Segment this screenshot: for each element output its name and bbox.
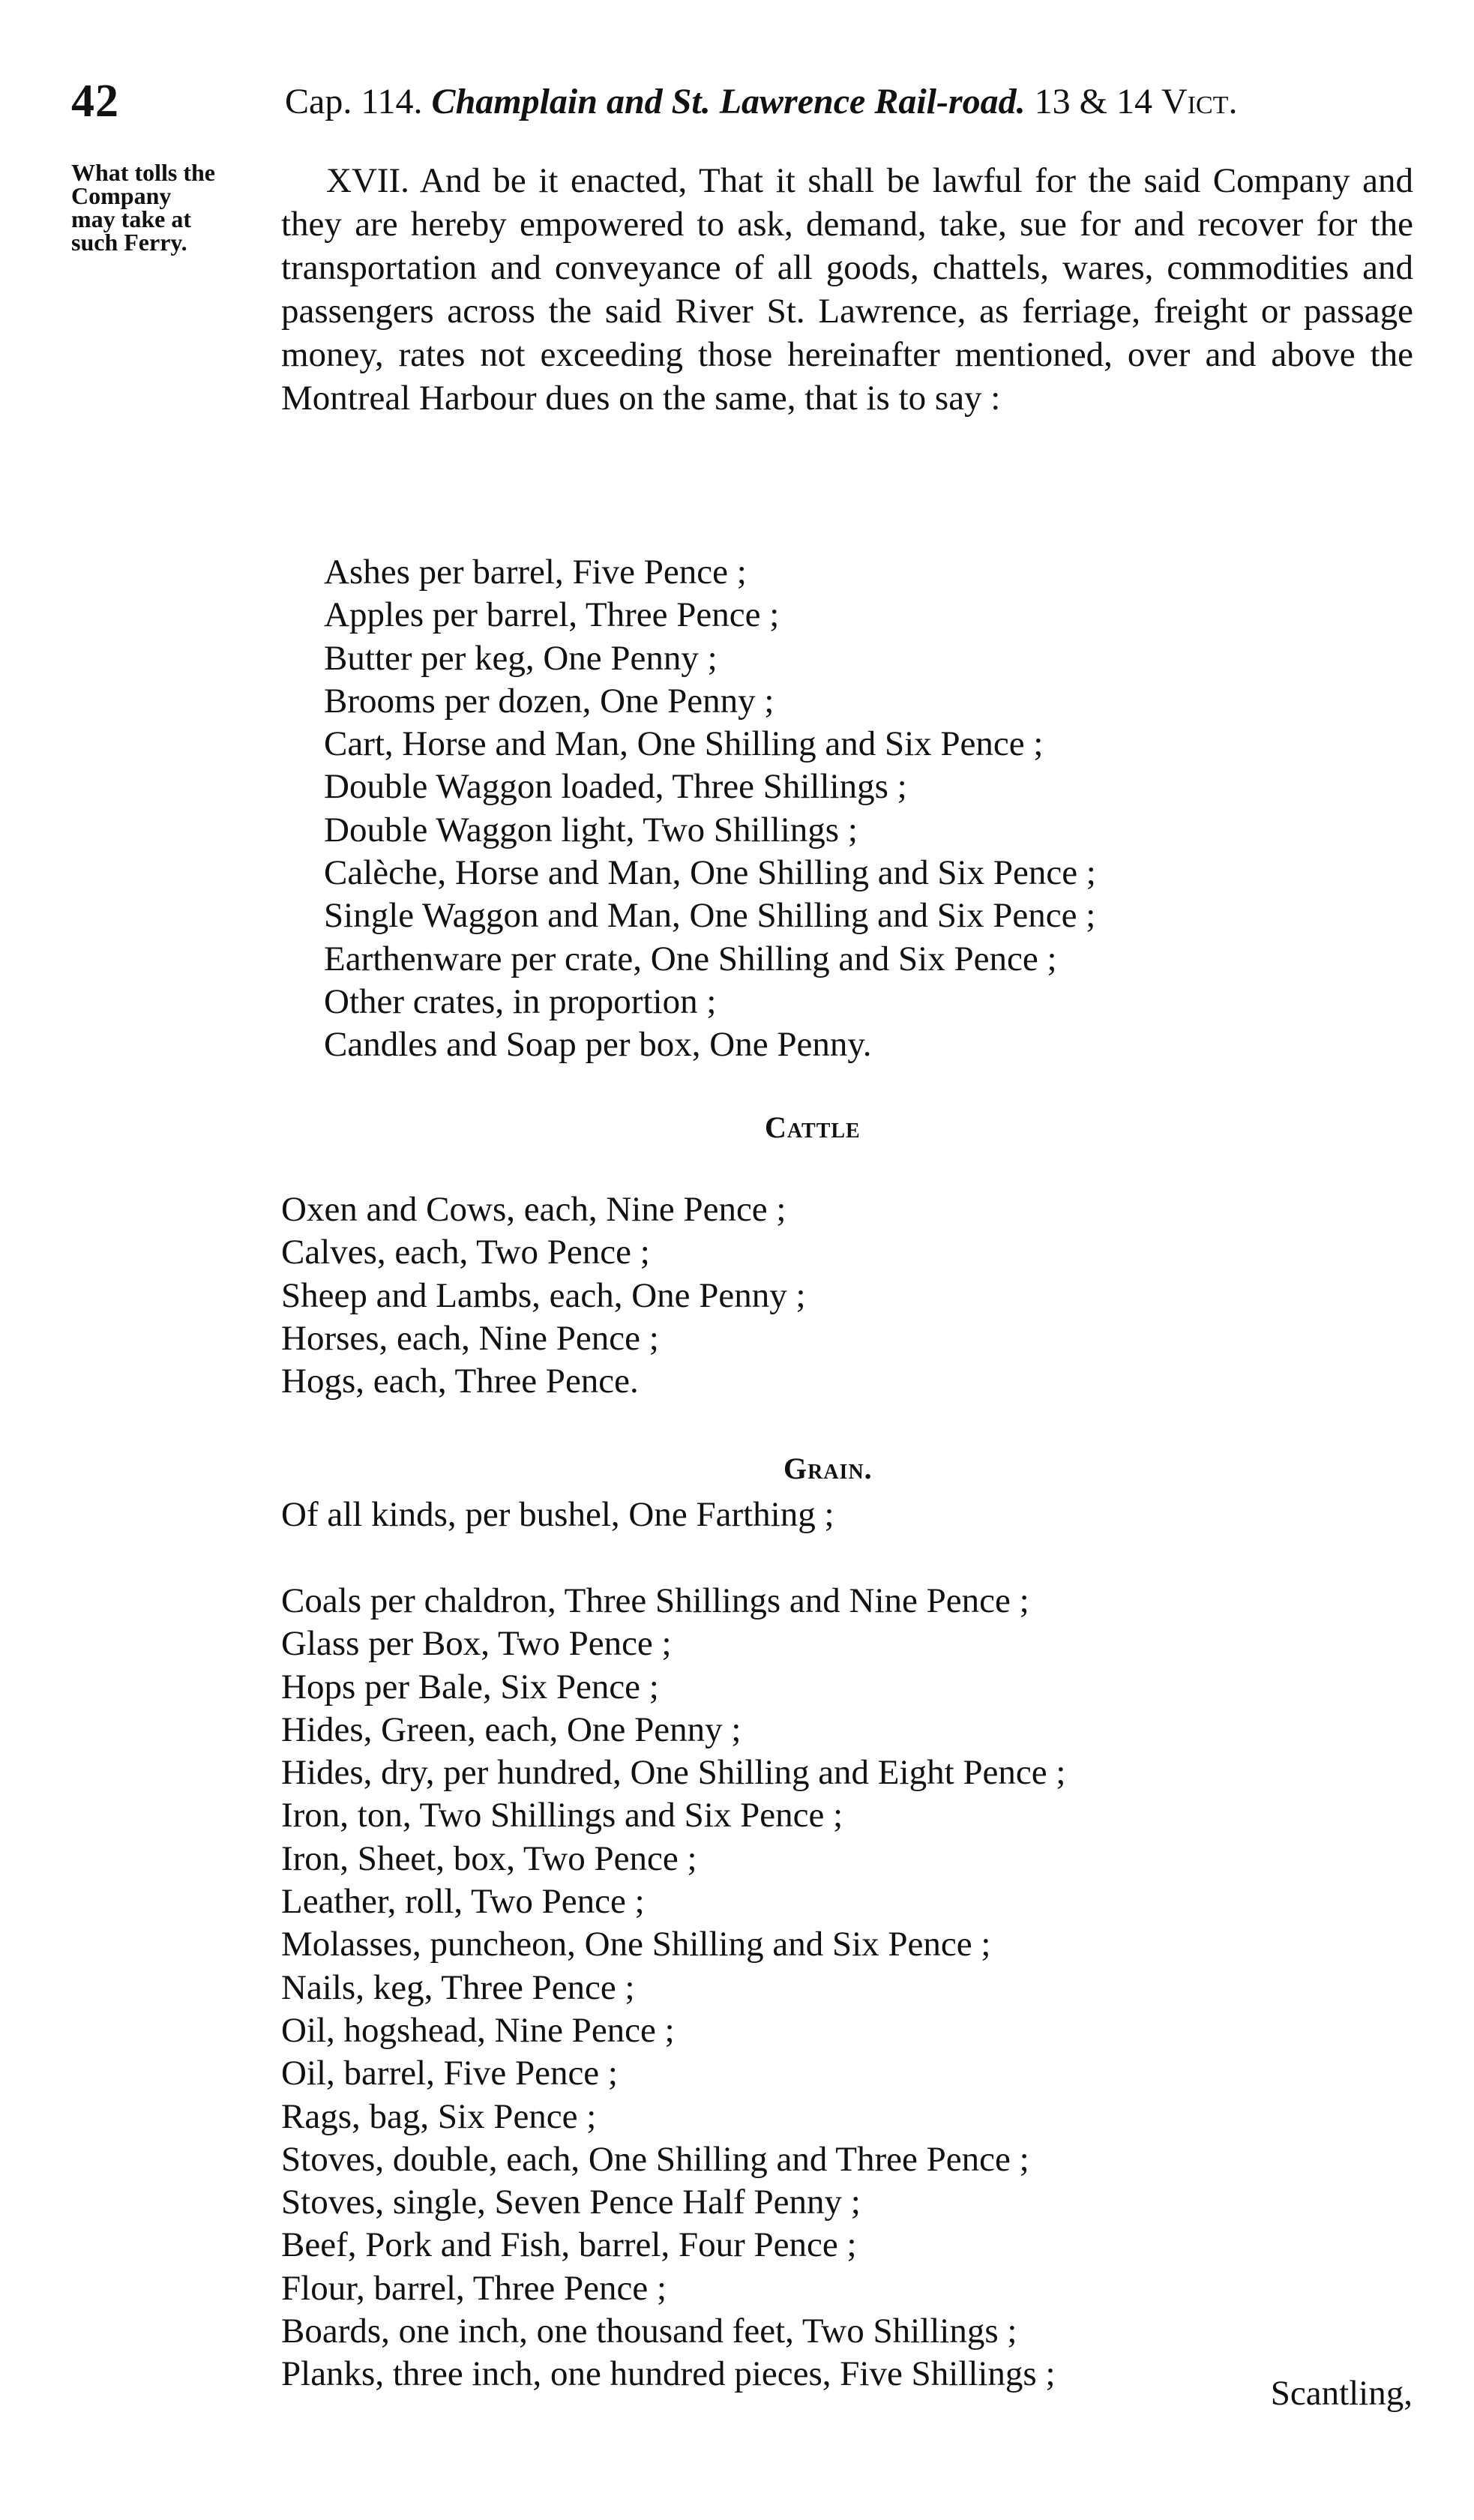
toll-item: Single Waggon and Man, One Shilling and Six Pence ; xyxy=(324,896,1096,936)
grain-toll: Of all kinds, per bushel, One Farthing ; xyxy=(281,1495,834,1534)
toll-item: Planks, three inch, one hundred pieces, Five Shillings ; xyxy=(281,2354,1056,2394)
cattle-heading: Cattle xyxy=(765,1110,861,1144)
toll-item: Hides, Green, each, One Penny ; xyxy=(281,1709,741,1749)
toll-item: Leather, roll, Two Pence ; xyxy=(281,1882,645,1922)
catchword: Scantling, xyxy=(1270,2374,1413,2413)
toll-item: Nails, keg, Three Pence ; xyxy=(281,1967,635,2007)
toll-item: Stoves, single, Seven Pence Half Penny ; xyxy=(281,2183,861,2222)
reign-abbreviation: Vict. xyxy=(1161,82,1238,121)
toll-item: Stoves, double, each, One Shilling and Three Pence ; xyxy=(281,2139,1029,2179)
toll-item: Apples per barrel, Three Pence ; xyxy=(324,595,780,635)
toll-item: Double Waggon light, Two Shillings ; xyxy=(324,810,858,849)
marginal-note-line: What tolls the xyxy=(71,159,215,186)
toll-item: Double Waggon loaded, Three Shillings ; xyxy=(324,767,907,807)
toll-item: Oil, barrel, Five Pence ; xyxy=(281,2054,618,2093)
section-xvii-text: XVII. And be it enacted, That it shall be lawful for the said Company and they are hereby empowered to ask, demand, take, sue for and recover for the transportation and conveyance of all goods, chattels, wares, commodities and passengers across the said River St. Lawrence, as ferriage, freight or passage money, rates not exceeding those hereinafter mentioned, over and above the Montreal Harbour dues on the same, that is to say : xyxy=(281,161,1413,418)
toll-item: Boards, one inch, one thousand feet, Two Shillings ; xyxy=(281,2312,1017,2351)
marginal-note-line: Company xyxy=(71,182,172,209)
general-tolls-list xyxy=(324,551,1096,1067)
toll-item: Cart, Horse and Man, One Shilling and Six Pence ; xyxy=(324,724,1044,764)
toll-item: Butter per keg, One Penny ; xyxy=(324,638,718,678)
toll-item: Rags, bag, Six Pence ; xyxy=(281,2096,597,2136)
toll-item: Sheep and Lambs, each, One Penny ; xyxy=(281,1275,806,1315)
toll-item: Calèche, Horse and Man, One Shilling and Six Pence ; xyxy=(324,853,1096,893)
toll-item: Calves, each, Two Pence ; xyxy=(281,1233,650,1272)
toll-item: Other crates, in proportion ; xyxy=(324,981,717,1021)
running-head xyxy=(285,81,1237,122)
page-header xyxy=(71,75,1413,135)
toll-item: Oxen and Cows, each, Nine Pence ; xyxy=(281,1190,786,1229)
toll-item: Hogs, each, Three Pence. xyxy=(281,1362,639,1401)
page-number: 42 xyxy=(71,76,119,127)
marginal-note xyxy=(71,161,274,254)
cattle-tolls-list xyxy=(281,1188,806,1403)
toll-item: Horses, each, Nine Pence ; xyxy=(281,1318,659,1358)
toll-item: Coals per chaldron, Three Shillings and Nine Pence ; xyxy=(281,1581,1029,1620)
marginal-note-line: may take at xyxy=(71,205,191,232)
marginal-note-line: such Ferry. xyxy=(71,229,187,256)
other-tolls-list xyxy=(281,1580,1065,2396)
toll-item: Iron, Sheet, box, Two Pence ; xyxy=(281,1838,697,1878)
toll-item: Glass per Box, Two Pence ; xyxy=(281,1624,672,1664)
toll-item: Hides, dry, per hundred, One Shilling and Eight Pence ; xyxy=(281,1753,1066,1793)
toll-item: Hops per Bale, Six Pence ; xyxy=(281,1667,659,1706)
toll-item: Earthenware per crate, One Shilling and Six Pence ; xyxy=(324,939,1057,978)
regnal-years: 13 & 14 xyxy=(1034,82,1153,121)
toll-item: Oil, hogshead, Nine Pence ; xyxy=(281,2010,675,2050)
grain-heading: Grain. xyxy=(783,1452,873,1485)
toll-item: Brooms per dozen, One Penny ; xyxy=(324,681,774,721)
toll-item: Flour, barrel, Three Pence ; xyxy=(281,2268,667,2308)
toll-item: Iron, ton, Two Shillings and Six Pence ; xyxy=(281,1796,843,1835)
toll-item: Candles and Soap per box, One Penny. xyxy=(324,1025,872,1065)
toll-item: Molasses, puncheon, One Shilling and Six Pence ; xyxy=(281,1925,991,1964)
toll-item: Ashes per barrel, Five Pence ; xyxy=(324,553,747,592)
act-title: Champlain and St. Lawrence Rail-road. xyxy=(431,82,1026,121)
chapter-reference: Cap. 114. xyxy=(285,82,423,121)
toll-item: Beef, Pork and Fish, barrel, Four Pence ; xyxy=(281,2225,857,2265)
